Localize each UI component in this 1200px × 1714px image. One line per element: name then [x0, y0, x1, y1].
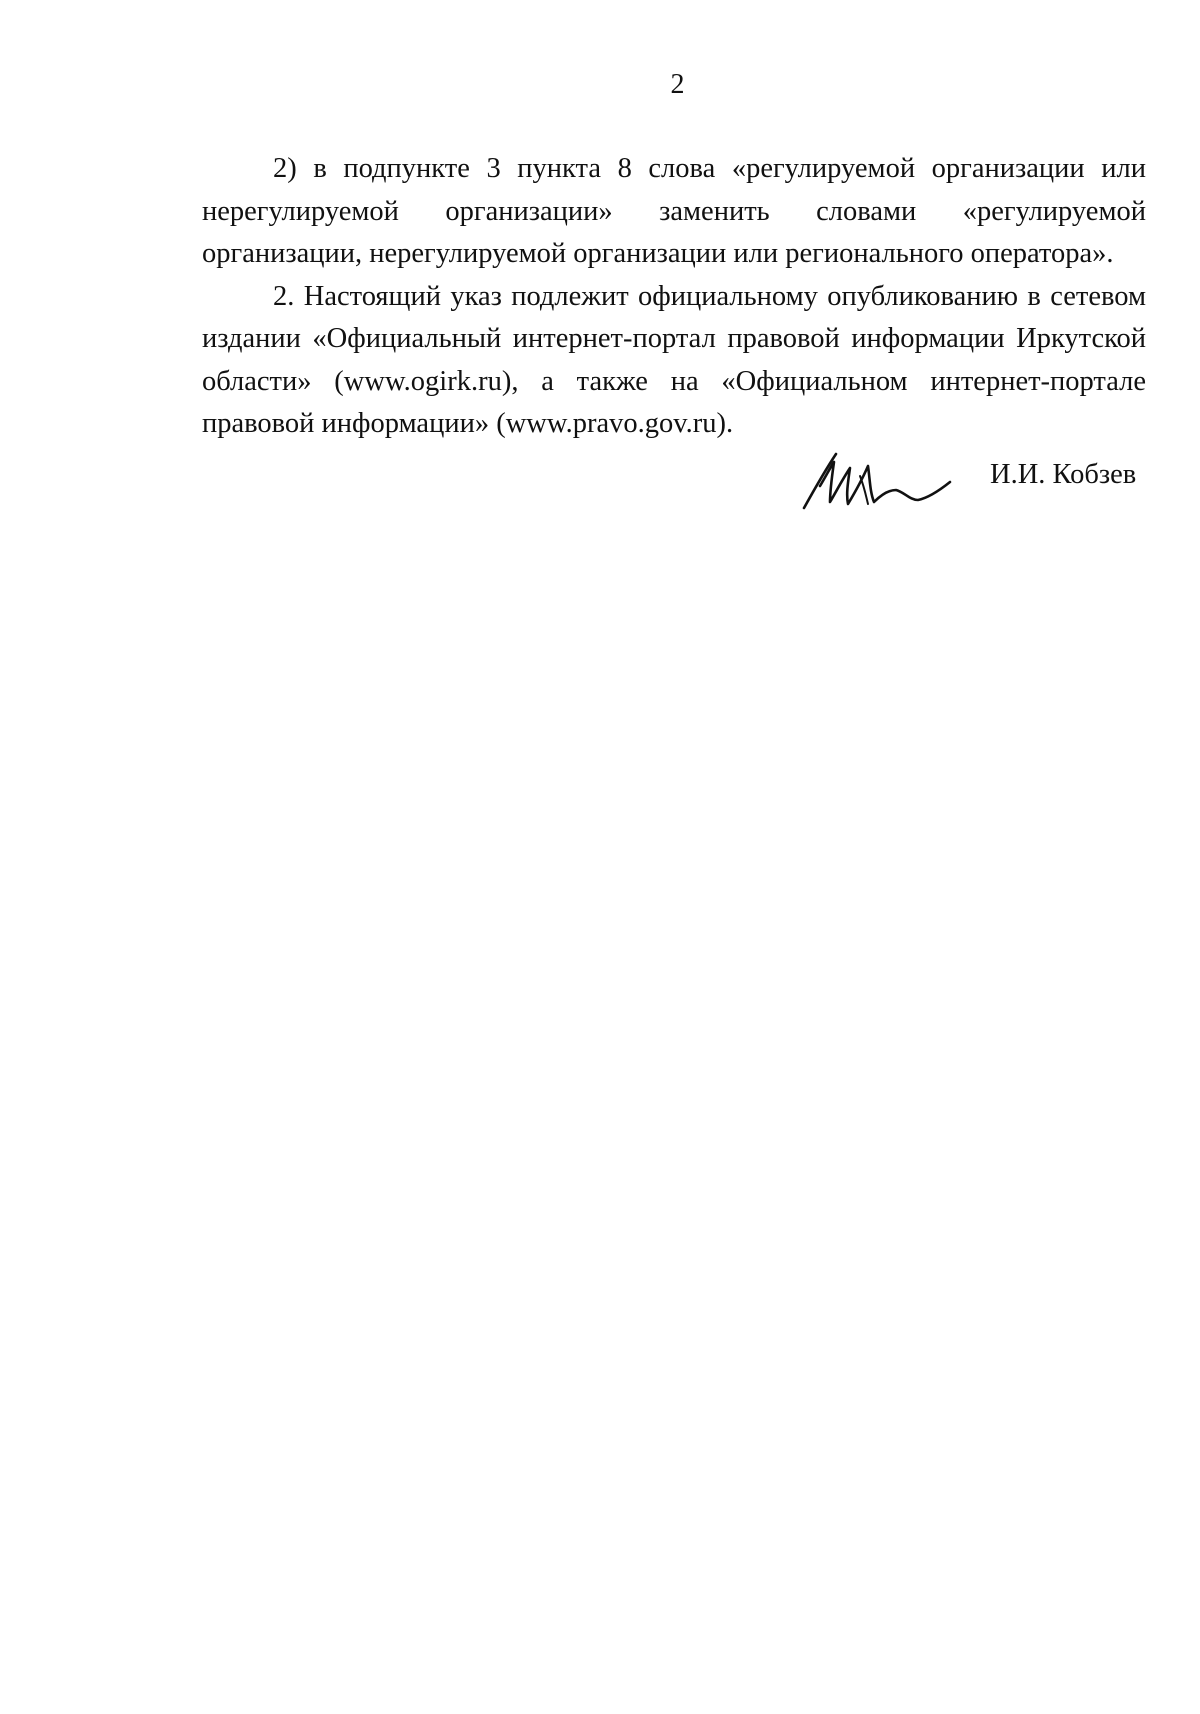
signature-block [800, 446, 1160, 526]
signer-name: И.И. Кобзев [990, 459, 1137, 490]
paragraph-publication: 2. Настоящий указ подлежит официальному опубликованию в сетевом издании «Официальный интернет-портал правовой информации Иркутской области» (www.ogirk.ru), а также на «Официальном интернет-портале правовой информации» (www.pravo.gov.ru). [202, 280, 1146, 439]
paragraph-amendment: 2) в подпункте 3 пункта 8 слова «регулируемой организации или нерегулируемой организации» заменить словами «регулируемой организации, нерегулируемой организации или регионального оператора». [202, 153, 1146, 269]
page-number: 2 [670, 69, 685, 100]
handwritten-signature [800, 446, 975, 514]
document-body [202, 148, 1146, 446]
